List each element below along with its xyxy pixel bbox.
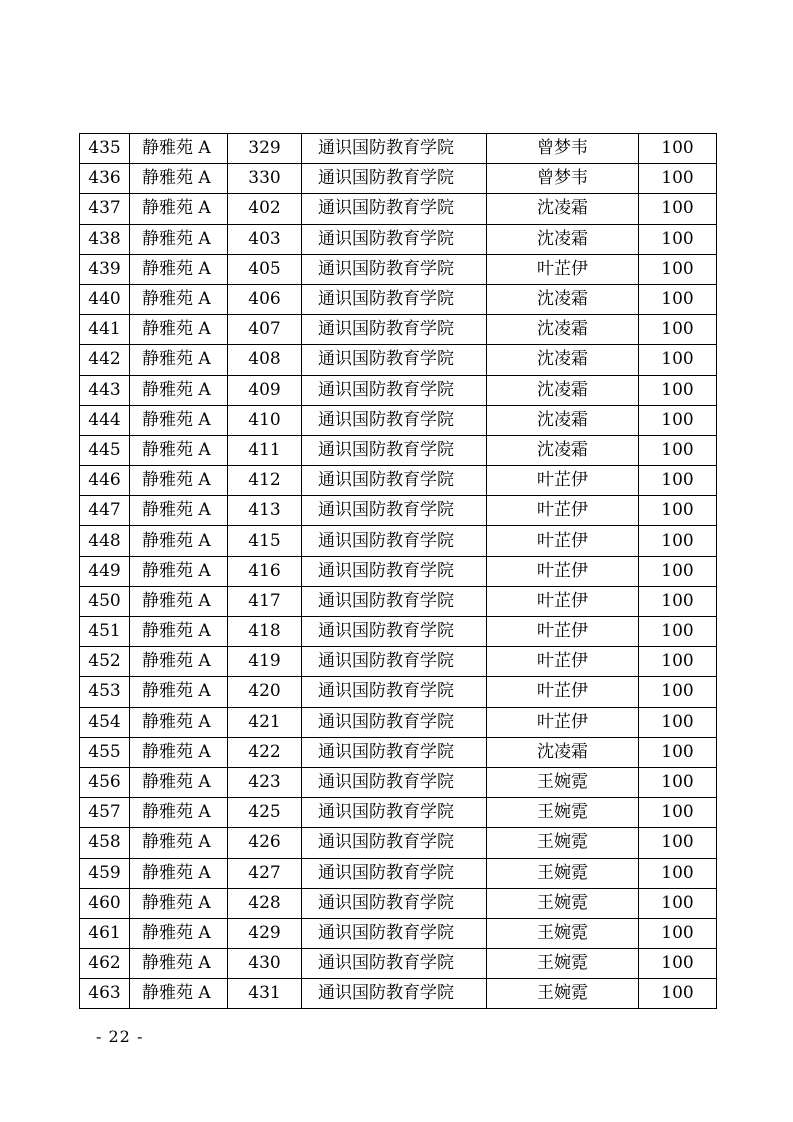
- score-cell: 100: [639, 798, 717, 828]
- row-index-cell: 443: [80, 375, 130, 405]
- person-name-cell: 叶芷伊: [487, 556, 639, 586]
- person-name-cell: 沈凌霜: [487, 224, 639, 254]
- college-cell: 通识国防教育学院: [302, 647, 487, 677]
- college-cell: 通识国防教育学院: [302, 254, 487, 284]
- score-cell: 100: [639, 858, 717, 888]
- person-name-cell: 沈凌霜: [487, 375, 639, 405]
- college-cell: 通识国防教育学院: [302, 918, 487, 948]
- table-row: [80, 586, 717, 616]
- college-cell: 通识国防教育学院: [302, 466, 487, 496]
- room-number-cell: 430: [228, 949, 302, 979]
- building-cell: 静雅苑 A: [130, 798, 228, 828]
- person-name-cell: 叶芷伊: [487, 617, 639, 647]
- building-cell: 静雅苑 A: [130, 888, 228, 918]
- building-cell: 静雅苑 A: [130, 496, 228, 526]
- row-index-cell: 445: [80, 435, 130, 465]
- room-number-cell: 409: [228, 375, 302, 405]
- college-cell: 通识国防教育学院: [302, 707, 487, 737]
- person-name-cell: 曾梦韦: [487, 134, 639, 164]
- row-index-cell: 454: [80, 707, 130, 737]
- dormitory-score-table: [79, 133, 717, 1009]
- building-cell: 静雅苑 A: [130, 828, 228, 858]
- college-cell: 通识国防教育学院: [302, 134, 487, 164]
- college-cell: 通识国防教育学院: [302, 586, 487, 616]
- room-number-cell: 431: [228, 979, 302, 1009]
- table-row: [80, 134, 717, 164]
- row-index-cell: 460: [80, 888, 130, 918]
- room-number-cell: 413: [228, 496, 302, 526]
- college-cell: 通识国防教育学院: [302, 677, 487, 707]
- room-number-cell: 416: [228, 556, 302, 586]
- score-cell: 100: [639, 405, 717, 435]
- college-cell: 通识国防教育学院: [302, 556, 487, 586]
- college-cell: 通识国防教育学院: [302, 284, 487, 314]
- score-cell: 100: [639, 526, 717, 556]
- person-name-cell: 沈凌霜: [487, 315, 639, 345]
- room-number-cell: 420: [228, 677, 302, 707]
- building-cell: 静雅苑 A: [130, 737, 228, 767]
- room-number-cell: 403: [228, 224, 302, 254]
- room-number-cell: 415: [228, 526, 302, 556]
- table-row: [80, 224, 717, 254]
- row-index-cell: 437: [80, 194, 130, 224]
- person-name-cell: 王婉霓: [487, 767, 639, 797]
- table-row: [80, 707, 717, 737]
- score-cell: 100: [639, 556, 717, 586]
- row-index-cell: 457: [80, 798, 130, 828]
- table-row: [80, 284, 717, 314]
- college-cell: 通识国防教育学院: [302, 767, 487, 797]
- college-cell: 通识国防教育学院: [302, 737, 487, 767]
- college-cell: 通识国防教育学院: [302, 526, 487, 556]
- score-cell: 100: [639, 224, 717, 254]
- person-name-cell: 王婉霓: [487, 888, 639, 918]
- row-index-cell: 456: [80, 767, 130, 797]
- college-cell: 通识国防教育学院: [302, 405, 487, 435]
- building-cell: 静雅苑 A: [130, 767, 228, 797]
- row-index-cell: 463: [80, 979, 130, 1009]
- table-body: [80, 134, 717, 1009]
- row-index-cell: 439: [80, 254, 130, 284]
- building-cell: 静雅苑 A: [130, 949, 228, 979]
- row-index-cell: 458: [80, 828, 130, 858]
- building-cell: 静雅苑 A: [130, 345, 228, 375]
- score-cell: 100: [639, 164, 717, 194]
- room-number-cell: 406: [228, 284, 302, 314]
- building-cell: 静雅苑 A: [130, 224, 228, 254]
- person-name-cell: 王婉霓: [487, 949, 639, 979]
- building-cell: 静雅苑 A: [130, 466, 228, 496]
- row-index-cell: 448: [80, 526, 130, 556]
- person-name-cell: 沈凌霜: [487, 435, 639, 465]
- college-cell: 通识国防教育学院: [302, 617, 487, 647]
- score-cell: 100: [639, 647, 717, 677]
- room-number-cell: 330: [228, 164, 302, 194]
- building-cell: 静雅苑 A: [130, 858, 228, 888]
- person-name-cell: 叶芷伊: [487, 707, 639, 737]
- table-row: [80, 767, 717, 797]
- row-index-cell: 449: [80, 556, 130, 586]
- score-cell: 100: [639, 707, 717, 737]
- row-index-cell: 446: [80, 466, 130, 496]
- row-index-cell: 450: [80, 586, 130, 616]
- score-cell: 100: [639, 617, 717, 647]
- building-cell: 静雅苑 A: [130, 617, 228, 647]
- score-cell: 100: [639, 496, 717, 526]
- row-index-cell: 438: [80, 224, 130, 254]
- row-index-cell: 444: [80, 405, 130, 435]
- row-index-cell: 453: [80, 677, 130, 707]
- score-cell: 100: [639, 254, 717, 284]
- person-name-cell: 叶芷伊: [487, 586, 639, 616]
- building-cell: 静雅苑 A: [130, 918, 228, 948]
- college-cell: 通识国防教育学院: [302, 345, 487, 375]
- row-index-cell: 462: [80, 949, 130, 979]
- building-cell: 静雅苑 A: [130, 556, 228, 586]
- person-name-cell: 叶芷伊: [487, 647, 639, 677]
- row-index-cell: 442: [80, 345, 130, 375]
- table-row: [80, 918, 717, 948]
- room-number-cell: 429: [228, 918, 302, 948]
- building-cell: 静雅苑 A: [130, 134, 228, 164]
- person-name-cell: 王婉霓: [487, 918, 639, 948]
- building-cell: 静雅苑 A: [130, 586, 228, 616]
- building-cell: 静雅苑 A: [130, 164, 228, 194]
- college-cell: 通识国防教育学院: [302, 496, 487, 526]
- score-cell: 100: [639, 828, 717, 858]
- score-cell: 100: [639, 466, 717, 496]
- table-row: [80, 677, 717, 707]
- table-row: [80, 435, 717, 465]
- building-cell: 静雅苑 A: [130, 194, 228, 224]
- table-row: [80, 798, 717, 828]
- building-cell: 静雅苑 A: [130, 405, 228, 435]
- building-cell: 静雅苑 A: [130, 677, 228, 707]
- table-row: [80, 858, 717, 888]
- room-number-cell: 411: [228, 435, 302, 465]
- row-index-cell: 440: [80, 284, 130, 314]
- score-cell: 100: [639, 979, 717, 1009]
- building-cell: 静雅苑 A: [130, 707, 228, 737]
- building-cell: 静雅苑 A: [130, 375, 228, 405]
- room-number-cell: 419: [228, 647, 302, 677]
- table-row: [80, 647, 717, 677]
- table-row: [80, 466, 717, 496]
- room-number-cell: 425: [228, 798, 302, 828]
- row-index-cell: 452: [80, 647, 130, 677]
- building-cell: 静雅苑 A: [130, 979, 228, 1009]
- building-cell: 静雅苑 A: [130, 435, 228, 465]
- room-number-cell: 402: [228, 194, 302, 224]
- building-cell: 静雅苑 A: [130, 647, 228, 677]
- row-index-cell: 435: [80, 134, 130, 164]
- room-number-cell: 422: [228, 737, 302, 767]
- college-cell: 通识国防教育学院: [302, 858, 487, 888]
- college-cell: 通识国防教育学院: [302, 435, 487, 465]
- room-number-cell: 329: [228, 134, 302, 164]
- table-row: [80, 828, 717, 858]
- row-index-cell: 436: [80, 164, 130, 194]
- score-cell: 100: [639, 767, 717, 797]
- person-name-cell: 叶芷伊: [487, 496, 639, 526]
- room-number-cell: 426: [228, 828, 302, 858]
- room-number-cell: 423: [228, 767, 302, 797]
- person-name-cell: 沈凌霜: [487, 405, 639, 435]
- room-number-cell: 421: [228, 707, 302, 737]
- table-row: [80, 405, 717, 435]
- college-cell: 通识国防教育学院: [302, 164, 487, 194]
- person-name-cell: 王婉霓: [487, 828, 639, 858]
- row-index-cell: 441: [80, 315, 130, 345]
- room-number-cell: 412: [228, 466, 302, 496]
- room-number-cell: 408: [228, 345, 302, 375]
- score-cell: 100: [639, 134, 717, 164]
- person-name-cell: 沈凌霜: [487, 194, 639, 224]
- score-cell: 100: [639, 375, 717, 405]
- table-row: [80, 496, 717, 526]
- table-row: [80, 888, 717, 918]
- score-cell: 100: [639, 918, 717, 948]
- score-cell: 100: [639, 315, 717, 345]
- college-cell: 通识国防教育学院: [302, 949, 487, 979]
- person-name-cell: 叶芷伊: [487, 254, 639, 284]
- person-name-cell: 叶芷伊: [487, 526, 639, 556]
- table-row: [80, 949, 717, 979]
- college-cell: 通识国防教育学院: [302, 224, 487, 254]
- person-name-cell: 沈凌霜: [487, 737, 639, 767]
- college-cell: 通识国防教育学院: [302, 828, 487, 858]
- score-cell: 100: [639, 345, 717, 375]
- table-row: [80, 737, 717, 767]
- person-name-cell: 叶芷伊: [487, 466, 639, 496]
- row-index-cell: 455: [80, 737, 130, 767]
- table-row: [80, 556, 717, 586]
- person-name-cell: 沈凌霜: [487, 284, 639, 314]
- score-cell: 100: [639, 435, 717, 465]
- table-row: [80, 164, 717, 194]
- person-name-cell: 叶芷伊: [487, 677, 639, 707]
- table-row: [80, 194, 717, 224]
- row-index-cell: 447: [80, 496, 130, 526]
- building-cell: 静雅苑 A: [130, 254, 228, 284]
- person-name-cell: 王婉霓: [487, 858, 639, 888]
- college-cell: 通识国防教育学院: [302, 798, 487, 828]
- score-cell: 100: [639, 284, 717, 314]
- row-index-cell: 451: [80, 617, 130, 647]
- building-cell: 静雅苑 A: [130, 526, 228, 556]
- table-row: [80, 526, 717, 556]
- score-cell: 100: [639, 737, 717, 767]
- person-name-cell: 曾梦韦: [487, 164, 639, 194]
- room-number-cell: 410: [228, 405, 302, 435]
- building-cell: 静雅苑 A: [130, 284, 228, 314]
- row-index-cell: 461: [80, 918, 130, 948]
- person-name-cell: 王婉霓: [487, 798, 639, 828]
- room-number-cell: 427: [228, 858, 302, 888]
- table-row: [80, 345, 717, 375]
- table-row: [80, 254, 717, 284]
- college-cell: 通识国防教育学院: [302, 979, 487, 1009]
- score-cell: 100: [639, 888, 717, 918]
- table-row: [80, 979, 717, 1009]
- college-cell: 通识国防教育学院: [302, 194, 487, 224]
- person-name-cell: 王婉霓: [487, 979, 639, 1009]
- score-cell: 100: [639, 194, 717, 224]
- score-cell: 100: [639, 586, 717, 616]
- row-index-cell: 459: [80, 858, 130, 888]
- college-cell: 通识国防教育学院: [302, 888, 487, 918]
- score-cell: 100: [639, 949, 717, 979]
- room-number-cell: 407: [228, 315, 302, 345]
- room-number-cell: 418: [228, 617, 302, 647]
- page-number: - 22 -: [96, 1027, 144, 1046]
- room-number-cell: 405: [228, 254, 302, 284]
- table-row: [80, 375, 717, 405]
- score-cell: 100: [639, 677, 717, 707]
- building-cell: 静雅苑 A: [130, 315, 228, 345]
- table-row: [80, 315, 717, 345]
- college-cell: 通识国防教育学院: [302, 375, 487, 405]
- room-number-cell: 417: [228, 586, 302, 616]
- college-cell: 通识国防教育学院: [302, 315, 487, 345]
- table-row: [80, 617, 717, 647]
- room-number-cell: 428: [228, 888, 302, 918]
- person-name-cell: 沈凌霜: [487, 345, 639, 375]
